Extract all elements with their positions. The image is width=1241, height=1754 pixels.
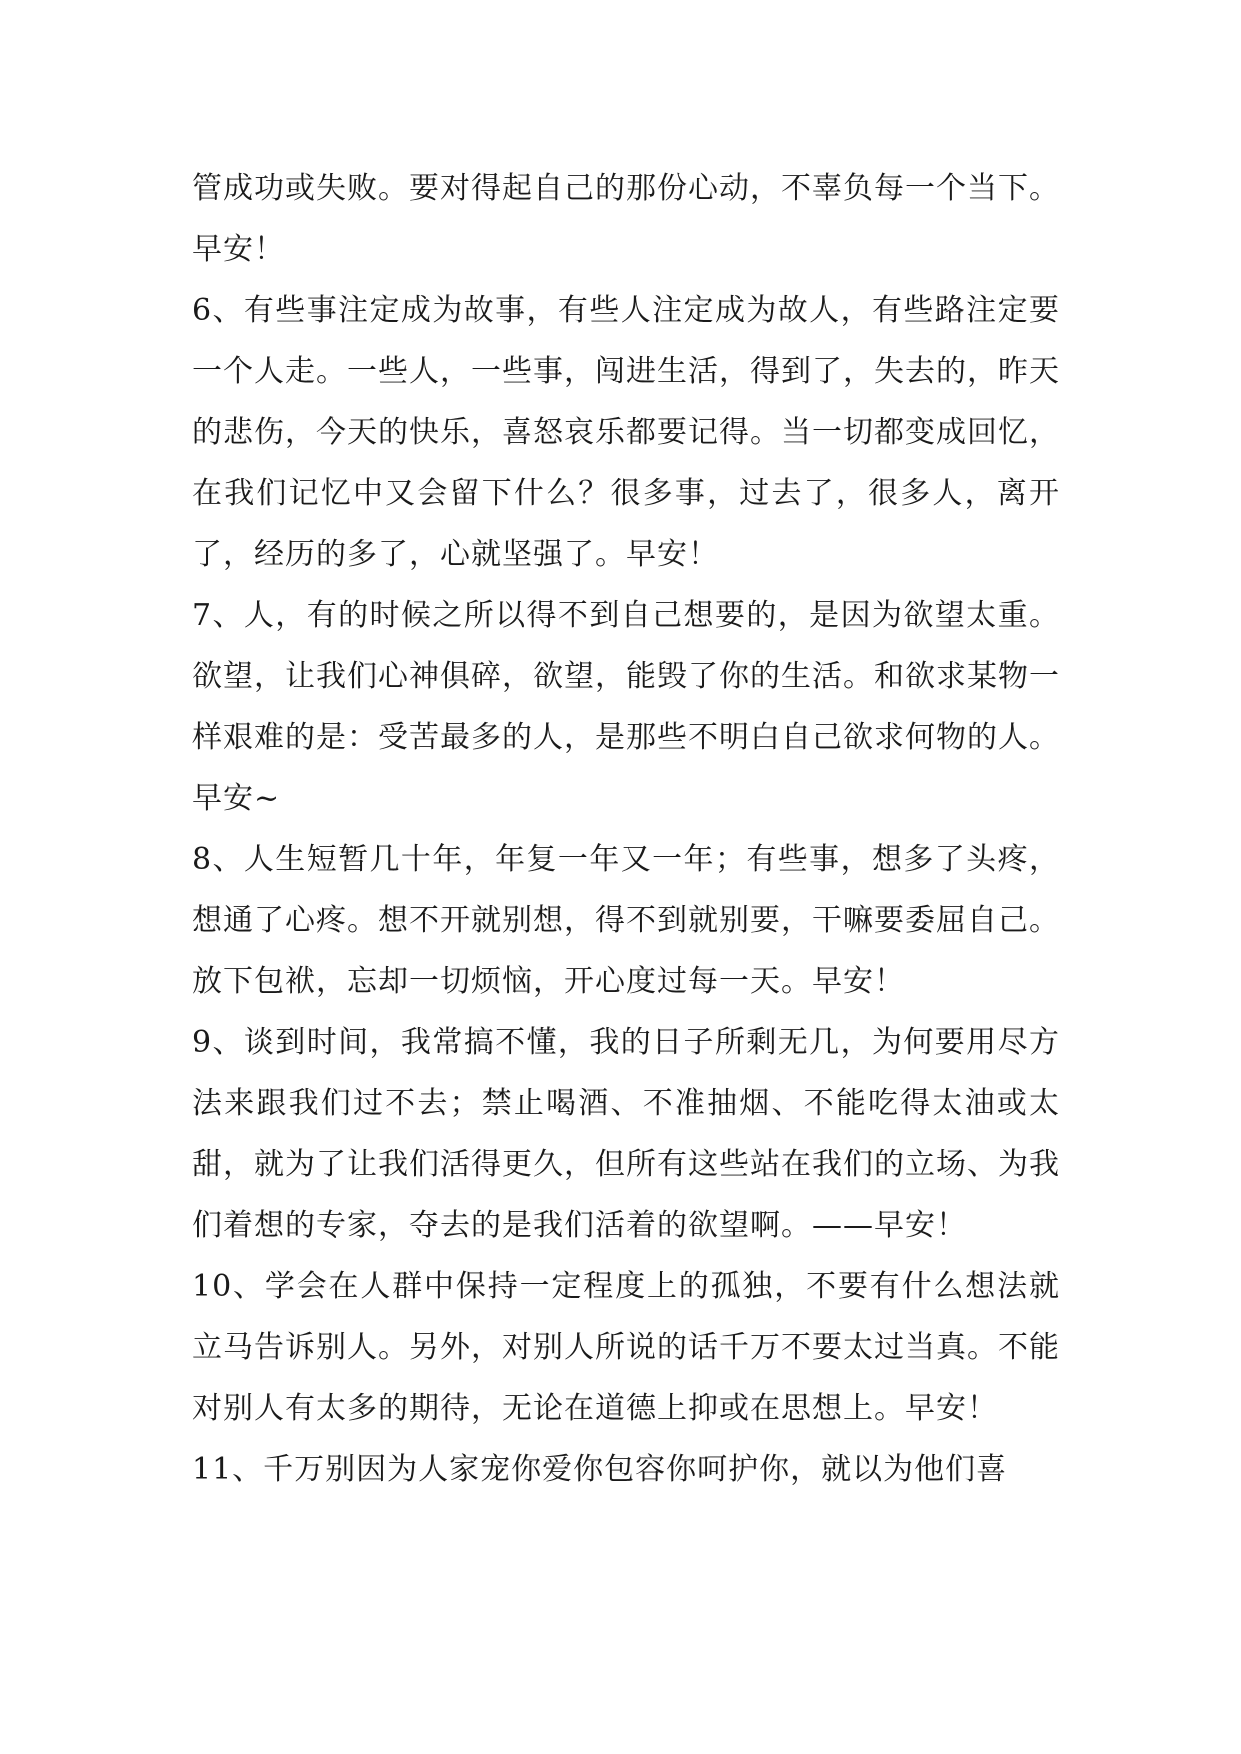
paragraph-continued: 管成功或失败。要对得起自己的那份心动，不辜负每一个当下。早安！ — [192, 171, 1060, 267]
paragraph-11: 11、千万别因为人家宠你爱你包容你呵护你，就以为他们喜 — [192, 1452, 1008, 1487]
paragraph-7: 7、人，有的时候之所以得不到自己想要的，是因为欲望太重。欲望，让我们心神俱碎，欲望，能毁了你的生活。和欲求某物一样艰难的是：受苦最多的人，是那些不明白自己欲求何物的人。早安~ — [192, 598, 1060, 816]
paragraph-6: 6、有些事注定成为故事，有些人注定成为故人，有些路注定要一个人走。一些人，一些事，闯进生活，得到了，失去的，昨天的悲伤，今天的快乐，喜怒哀乐都要记得。当一切都变成回忆，在我们记忆中又会留下什么？很多事，过去了，很多人，离开了，经历的多了，心就坚强了。早安！ — [192, 293, 1060, 572]
paragraph-10: 10、学会在人群中保持一定程度上的孤独，不要有什么想法就立马告诉别人。另外，对别人所说的话千万不要太过当真。不能对别人有太多的期待，无论在道德上抑或在思想上。早安！ — [192, 1269, 1060, 1426]
paragraph-9: 9、谈到时间，我常搞不懂，我的日子所剩无几，为何要用尽方法来跟我们过不去；禁止喝酒、不准抽烟、不能吃得太油或太甜，就为了让我们活得更久，但所有这些站在我们的立场、为我们着想的专家，夺去的是我们活着的欲望啊。——早安！ — [192, 1025, 1060, 1243]
paragraph-8: 8、人生短暂几十年，年复一年又一年；有些事，想多了头疼，想通了心疼。想不开就别想，得不到就别要，干嘛要委屈自己。放下包袱，忘却一切烦恼，开心度过每一天。早安！ — [192, 842, 1060, 999]
body-text — [192, 158, 1060, 1500]
